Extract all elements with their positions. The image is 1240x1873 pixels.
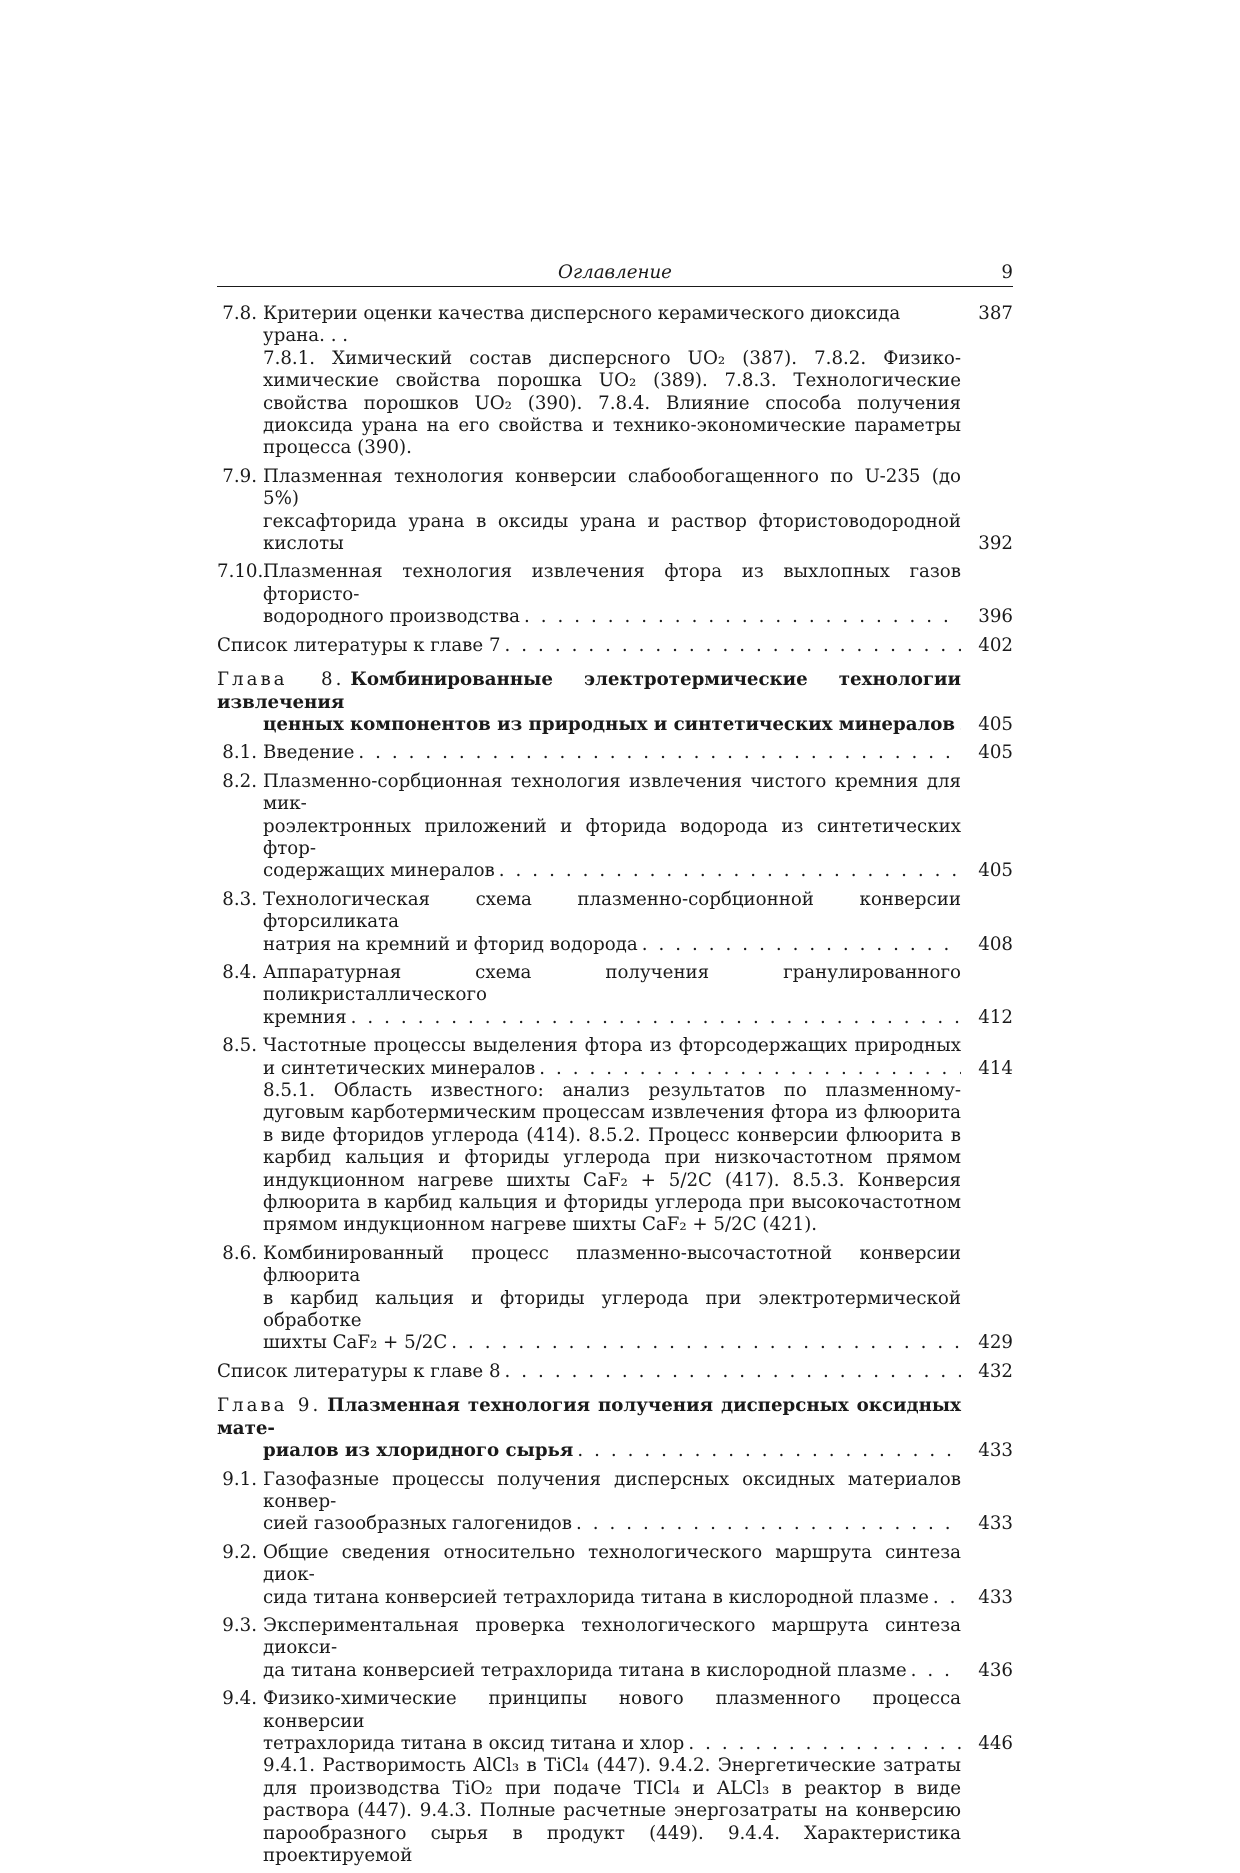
toc-page (217, 262, 1013, 1873)
toc-entry-number: 8.1. (222, 742, 257, 764)
toc-entry-8-5[interactable] (217, 1035, 1013, 1237)
leader-dots (347, 1007, 961, 1029)
chapter-title-line: Комбинированные электротермические технологии извлечения (217, 669, 961, 713)
toc-entry-title-line: водородного производства (263, 606, 520, 628)
toc-entry-number: 8.2. (222, 770, 257, 792)
toc-entry-number: 8.4. (222, 961, 257, 983)
leader-dots (447, 1332, 961, 1354)
toc-entry-9-2[interactable] (217, 1542, 1013, 1609)
toc-entry-number: 9.4. (222, 1688, 257, 1710)
toc-entry-number: 7.8. (222, 303, 257, 324)
toc-subsections: 9.4.1. Растворимость AlCl₃ в TiCl₄ (447). 9.4.2. Энергетические затраты для производства TiO₂ при подаче TICl₄ и ALCl₃ в реактор в виде раствора (447). 9.4.3. Полные расчетные энергозатраты на конверсию парообразного сырья в продукт (449). 9.4.4. Характеристика проектируемой (263, 1755, 961, 1866)
leader-dots (638, 934, 961, 956)
toc-page-ref: 387 (978, 303, 1013, 324)
toc-entry-title-line: сией газообразных галогенидов (263, 1513, 572, 1535)
toc-page-ref: 402 (978, 634, 1013, 656)
toc-page-ref: 432 (978, 1360, 1013, 1382)
toc-entry-title-line: Экспериментальная проверка технологического маршрута синтеза диокси- (263, 1614, 961, 1659)
toc-entry-number: 9.1. (222, 1468, 257, 1490)
toc-entry-title: Список литературы к главе 7 (217, 634, 501, 656)
toc-entry-title-line: кремния (263, 1006, 347, 1028)
toc-entry-title-line: Технологическая схема плазменно-сорбционной конверсии фторсиликата (263, 888, 961, 933)
toc-page-ref: 405 (978, 860, 1013, 882)
toc-page-ref: 405 (978, 713, 1013, 735)
toc-entry-9-4[interactable] (217, 1688, 1013, 1867)
toc-entry-title-line: содержащих минералов (263, 860, 495, 882)
toc-entry-title-line: сида титана конверсией тетрахлорида титана в кислородной плазме (263, 1586, 929, 1608)
leader-dots (354, 742, 961, 764)
toc-page-ref: 436 (978, 1659, 1013, 1681)
chapter-title-line: риалов из хлоридного сырья (263, 1440, 574, 1462)
toc-entry-8-6[interactable] (217, 1243, 1013, 1355)
toc-entry-8-3[interactable] (217, 889, 1013, 956)
leader-dots (501, 1361, 961, 1383)
toc-entry-number: 7.9. (222, 465, 257, 487)
toc-entry-title-line: в карбид кальция и фториды углерода при электротермической обработке (263, 1287, 961, 1332)
toc-entry-7-9[interactable] (217, 466, 1013, 556)
toc-page-ref: 433 (978, 1586, 1013, 1608)
leader-dots (573, 1440, 961, 1462)
toc-page-ref: 446 (978, 1732, 1013, 1754)
toc-entry-literature-7[interactable] (217, 635, 1013, 657)
toc-page-ref: 392 (978, 533, 1013, 555)
toc-entry-title-line: Плазменно-сорбционная технология извлечения чистого кремния для мик- (263, 770, 961, 815)
toc-entry-7-10[interactable] (217, 561, 1013, 628)
toc-page-ref: 433 (978, 1513, 1013, 1535)
toc-entry-title-line: Аппаратурная схема получения гранулированного поликристаллического (263, 961, 961, 1006)
toc-entry-number: 9.3. (222, 1614, 257, 1636)
toc-entry-title: Критерии оценки качества дисперсного керамического диоксида урана. . . (263, 303, 901, 347)
toc-page-ref: 433 (978, 1440, 1013, 1462)
toc-entry-title-line: Физико-химические принципы нового плазменного процесса конверсии (263, 1688, 961, 1732)
toc-page-ref: 414 (978, 1057, 1013, 1079)
toc-entry-title-line: Плазменная технология извлечения фтора из выхлопных газов фтористо- (263, 561, 961, 605)
leader-dots (684, 1733, 961, 1755)
toc-entry-8-2[interactable] (217, 771, 1013, 883)
toc-entry-title-line: роэлектронных приложений и фторида водорода из синтетических фтор- (263, 815, 961, 859)
toc-subsections: 8.5.1. Область известного: анализ результатов по плазменному-дуговым карботермическим процессам извлечения фтора из флюорита в виде фторидов углерода (414). 8.5.2. Процесс конверсии флюорита в карбид кальция и фториды углерода при низкочастотном прямом индукционном нагреве шихты CaF₂ + 5/2C (417). 8.5.3. Конверсия флюорита в карбид кальция и фториды углерода при высокочастотном прямом индукционном нагреве шихты CaF₂ + 5/2C (421). (263, 1080, 961, 1236)
toc-entry-8-4[interactable] (217, 962, 1013, 1029)
leader-dots (572, 1513, 961, 1535)
toc-subsections: 7.8.1. Химический состав дисперсного UO₂ (387). 7.8.2. Физико-химические свойства порошка UO₂ (389). 7.8.3. Технологические свойства порошков UO₂ (390). 7.8.4. Влияние способа получения диоксида урана на его свойства и технико-экономические параметры процесса (390). (263, 347, 961, 459)
toc-entry-title-line: Газофазные процессы получения дисперсных оксидных материалов конвер- (263, 1468, 961, 1512)
toc-chapter-8[interactable] (217, 669, 1013, 736)
leader-dots (501, 635, 961, 657)
leader-dots (535, 1058, 961, 1080)
toc-entry-number: 8.5. (222, 1035, 257, 1057)
toc-entry-title-line: натрия на кремний и фторид водорода (263, 933, 638, 955)
toc-entry-9-3[interactable] (217, 1615, 1013, 1682)
toc-entry-title-line: Частотные процессы выделения фтора из фторсодержащих природных (263, 1035, 961, 1057)
toc-entry-title-line: и синтетических минералов (263, 1057, 536, 1079)
toc-page-ref: 405 (978, 742, 1013, 764)
toc-entry-7-8[interactable] (217, 303, 1013, 460)
chapter-title-line: ценных компонентов из природных и синтетических минералов (263, 713, 956, 735)
toc-page-ref: 429 (978, 1332, 1013, 1354)
leader-dots (929, 1587, 961, 1609)
toc-entry-number: 7.10. (217, 561, 264, 583)
chapter-label: Глава 9. (217, 1395, 322, 1417)
toc-entry-title: Список литературы к главе 8 (217, 1360, 501, 1382)
running-header-title: Оглавление (558, 261, 672, 283)
toc-entry-8-1[interactable] (217, 742, 1013, 764)
leader-dots (495, 860, 961, 882)
chapter-title-line: Плазменная технология получения дисперсных оксидных мате- (217, 1395, 962, 1439)
toc-page-ref: 412 (978, 1006, 1013, 1028)
page-number: 9 (1001, 261, 1013, 283)
toc-entry-literature-8[interactable] (217, 1361, 1013, 1383)
toc-page-ref: 408 (978, 933, 1013, 955)
toc-page-ref: 396 (978, 606, 1013, 628)
toc-entry-title-line: Общие сведения относительно технологического маршрута синтеза диок- (263, 1541, 961, 1586)
chapter-label: Глава 8. (217, 669, 345, 691)
toc-entry-title-line: гексафторида урана в оксиды урана и раствор фтористоводородной кислоты (263, 510, 961, 555)
leader-dots (520, 606, 961, 628)
toc-entry-title-line: тетрахлорида титана в оксид титана и хлор (263, 1732, 685, 1754)
toc-entry-title-line: Комбинированный процесс плазменно-высочастотной конверсии флюорита (263, 1242, 961, 1287)
leader-dots (907, 1660, 961, 1682)
toc-chapter-9[interactable] (217, 1395, 1013, 1462)
toc-entry-title-line: шихты CaF₂ + 5/2C (263, 1332, 448, 1354)
toc-entry-title-line: Плазменная технология конверсии слабообогащенного по U-235 (до 5%) (263, 465, 961, 510)
toc-entry-number: 8.3. (222, 888, 257, 910)
running-header (217, 262, 1013, 287)
toc-entry-number: 8.6. (222, 1242, 257, 1264)
toc-entry-title-line: да титана конверсией тетрахлорида титана в кислородной плазме (263, 1659, 907, 1681)
toc-entry-9-1[interactable] (217, 1469, 1013, 1536)
toc-entry-title: Введение (263, 742, 355, 764)
toc-entry-number: 9.2. (222, 1541, 257, 1563)
